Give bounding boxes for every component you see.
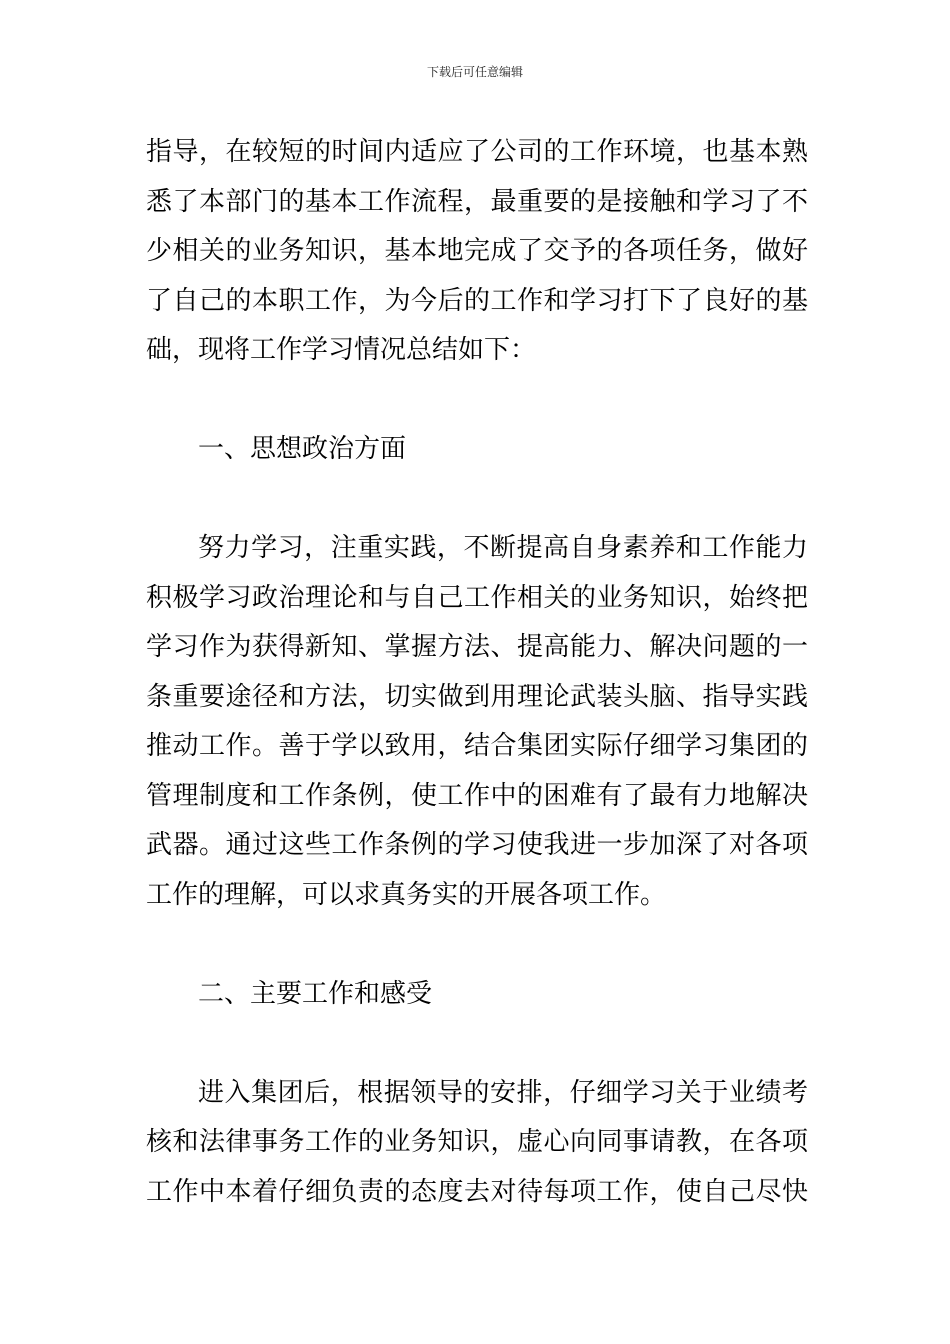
section-heading-ideology: 一、思想政治方面 bbox=[198, 434, 407, 464]
text-line: 工作中本着仔细负责的态度去对待每项工作，使自己尽快 bbox=[146, 1176, 808, 1207]
paragraph-main-work bbox=[146, 1069, 808, 1218]
document-body bbox=[146, 128, 808, 1217]
text-line: 工作的理解，可以求真务实的开展各项工作。 bbox=[146, 879, 667, 910]
text-line: 条重要途径和方法，切实做到用理论武装头脑、指导实践 bbox=[146, 681, 808, 712]
paragraph-gap bbox=[146, 1019, 808, 1069]
text-line: 推动工作。善于学以致用，结合集团实际仔细学习集团的 bbox=[146, 731, 808, 761]
text-line: 学习作为获得新知、掌握方法、提高能力、解决问题的一 bbox=[146, 632, 808, 662]
text-line: 进入集团后，根据领导的安排，仔细学习关于业绩考 bbox=[198, 1077, 808, 1108]
text-line: 了自己的本职工作，为今后的工作和学习打下了良好的基 bbox=[146, 285, 808, 316]
paragraph-intro bbox=[146, 128, 808, 376]
text-line: 核和法律事务工作的业务知识，虚心向同事请教，在各项 bbox=[146, 1127, 808, 1157]
paragraph-gap bbox=[146, 475, 808, 525]
text-line: 悉了本部门的基本工作流程，最重要的是接触和学习了不 bbox=[146, 186, 808, 217]
paragraph-ideology bbox=[146, 524, 808, 920]
text-line: 少相关的业务知识，基本地完成了交予的各项任务，做好 bbox=[146, 236, 808, 266]
section-heading-main-work: 二、主要工作和感受 bbox=[198, 978, 433, 1009]
paragraph-gap bbox=[146, 920, 808, 970]
text-line: 指导，在较短的时间内适应了公司的工作环境，也基本熟 bbox=[146, 137, 808, 167]
text-line: 积极学习政治理论和与自己工作相关的业务知识，始终把 bbox=[146, 582, 808, 613]
text-line: 武器。通过这些工作条例的学习使我进一步加深了对各项 bbox=[146, 830, 808, 860]
paragraph-gap bbox=[146, 376, 808, 426]
page-header: 下载后可任意编辑 bbox=[426, 65, 523, 79]
text-line: 努力学习，注重实践，不断提高自身素养和工作能力 bbox=[198, 533, 808, 563]
text-line: 础，现将工作学习情况总结如下： bbox=[146, 335, 537, 365]
text-line: 管理制度和工作条例，使工作中的困难有了最有力地解决 bbox=[146, 780, 808, 811]
